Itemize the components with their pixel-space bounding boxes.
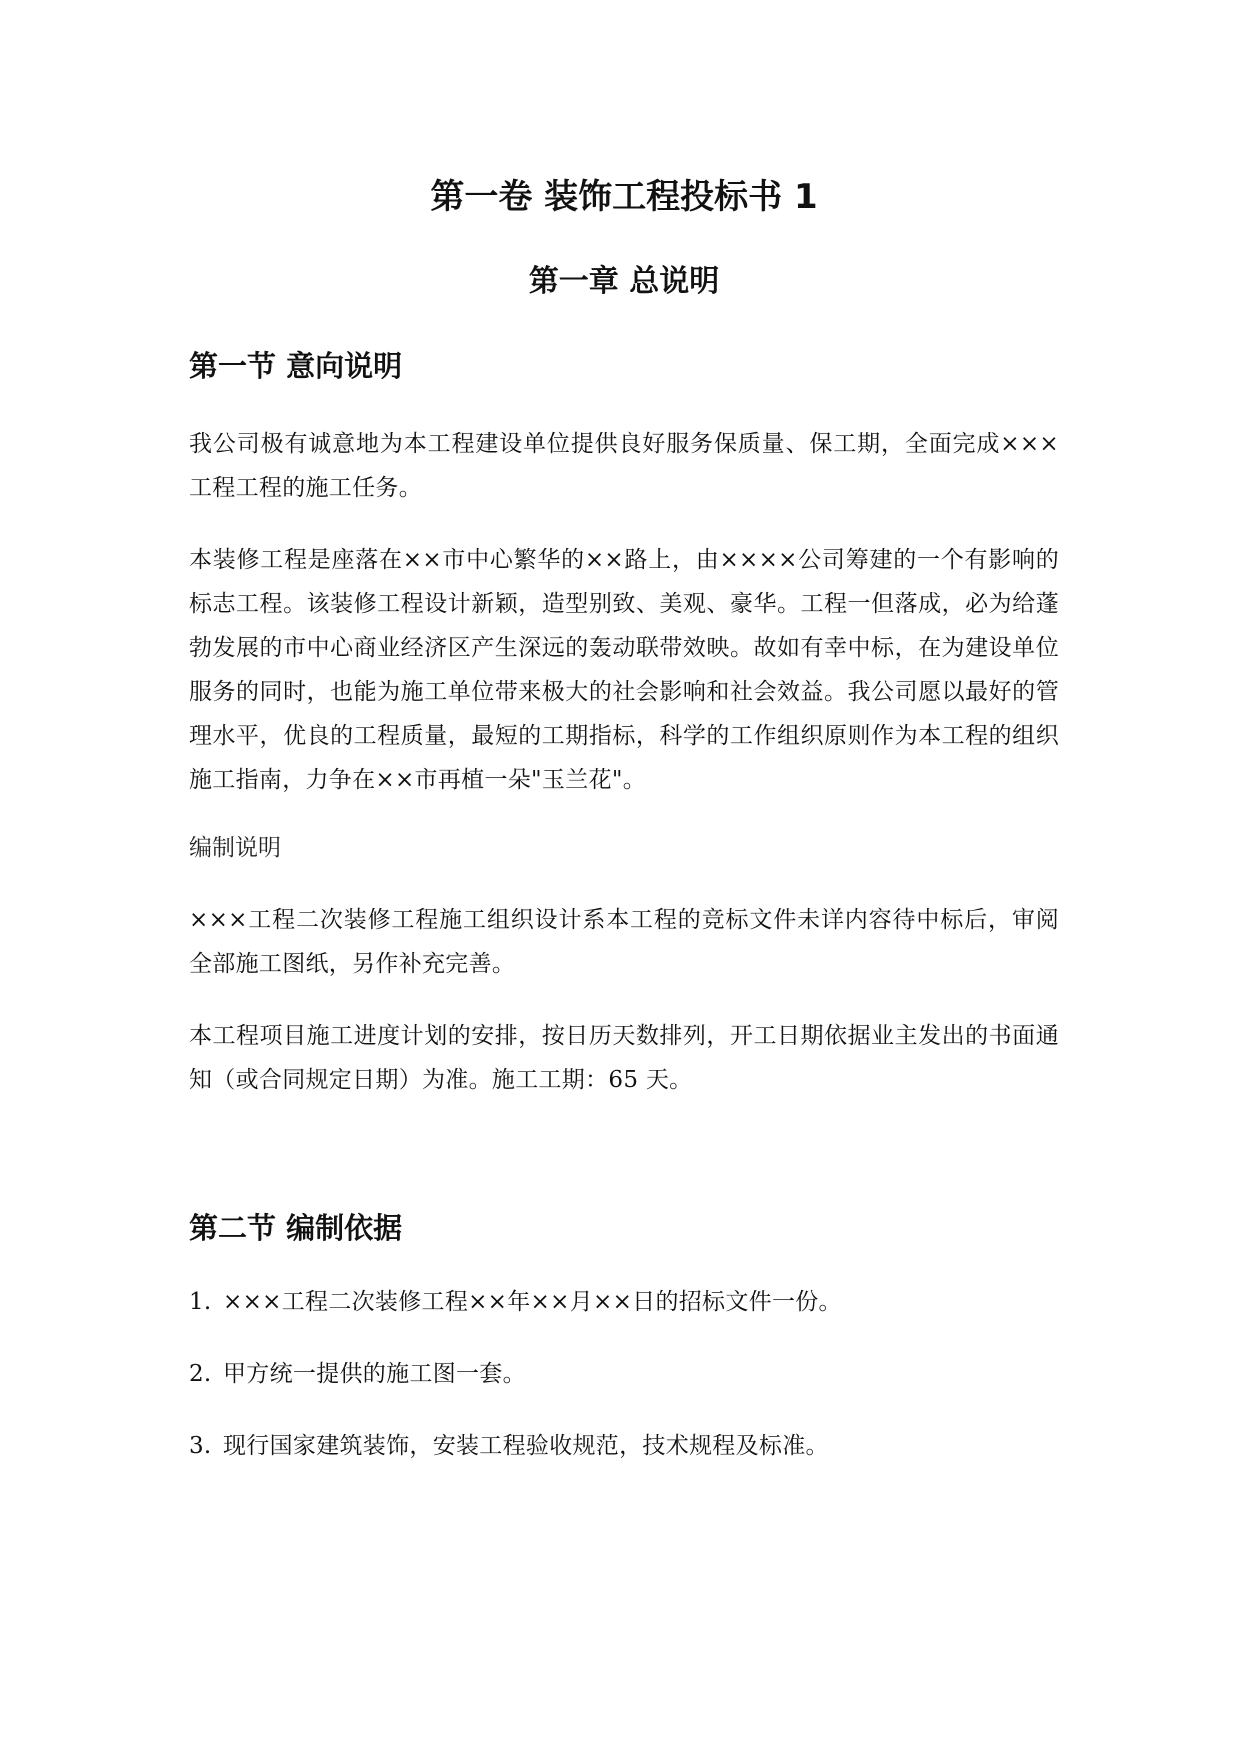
paragraph: 本装修工程是座落在××市中心繁华的××路上，由××××公司筹建的一个有影响的标志工程。该装修工程设计新颖，造型别致、美观、豪华。工程一但落成，必为给蓬勃发展的市中心商业经济区产生深远的轰动联带效映。故如有幸中标，在为建设单位服务的同时，也能为施工单位带来极大的社会影响和社会效益。我公司愿以最好的管理水平，优良的工程质量，最短的工期指标，科学的工作组织原则作为本工程的组织施工指南，力争在××市再植一朵"玉兰花"。 [189, 547, 1059, 793]
paragraph: 本工程项目施工进度计划的安排，按日历天数排列，开工日期依据业主发出的书面通知（或合同规定日期）为准。施工工期：65 天。 [189, 1023, 1059, 1093]
list-item-text: 现行国家建筑装饰，安装工程验收规范，技术规程及标准。 [223, 1433, 829, 1459]
basis-list [189, 1280, 1059, 1468]
list-item [189, 1424, 1059, 1468]
list-item [189, 1352, 1059, 1396]
list-item-number: 1. [189, 1289, 212, 1315]
list-item-text: 甲方统一提供的施工图一套。 [223, 1361, 526, 1387]
subheading-compilation-note: 编制说明 [189, 835, 281, 861]
list-item-number: 2. [189, 1361, 212, 1387]
volume-title: 第一卷 装饰工程投标书 1 [430, 177, 818, 217]
paragraph: 我公司极有诚意地为本工程建设单位提供良好服务保质量、保工期，全面完成×××工程工程的施工任务。 [189, 431, 1059, 501]
paragraph: ×××工程二次装修工程施工组织设计系本工程的竞标文件未详内容待中标后，审阅全部施工图纸，另作补充完善。 [189, 907, 1059, 977]
section-title-intent: 第一节 意向说明 [189, 349, 403, 383]
list-item [189, 1280, 1059, 1324]
list-item-text: ×××工程二次装修工程××年××月××日的招标文件一份。 [223, 1289, 842, 1315]
list-item-number: 3. [189, 1433, 212, 1459]
section-title-basis: 第二节 编制依据 [189, 1211, 403, 1245]
document-content [189, 170, 1059, 1496]
chapter-title: 第一章 总说明 [528, 264, 720, 299]
